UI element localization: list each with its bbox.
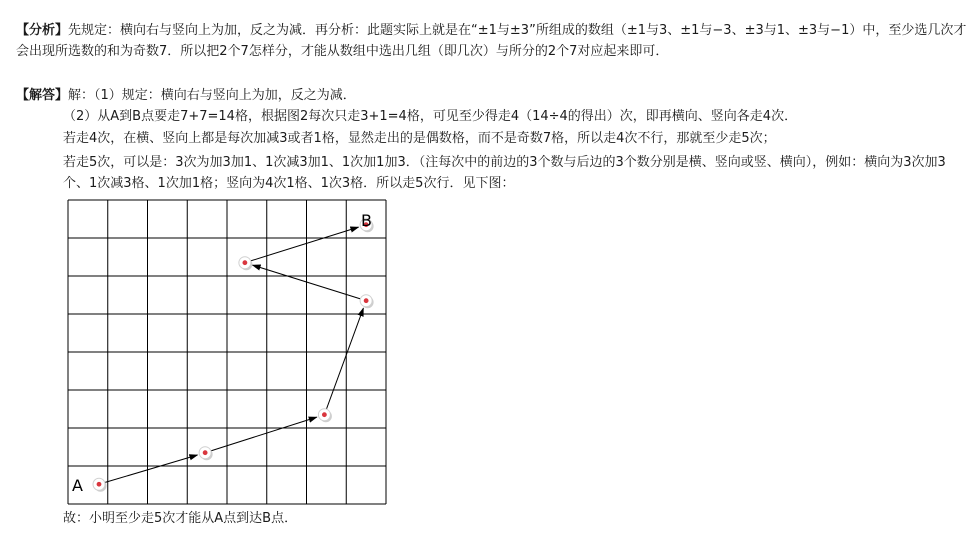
path-figure xyxy=(67,199,387,505)
solution-line-4: 若走5次，可以是：3次为加3加1、1次减3加1、1次加1加3．（注每次中的前边的3个数与后边的3个数分别是横、竖向或竖、横向），例如：横向为3次加3个、1次减3格、1次加1格；竖向为4次1格、1次3格．所以走5次行．见下图： xyxy=(63,155,946,191)
solution-line-3: 若走4次，在横、竖向上都是每次加减3或者1格，显然走出的是偶数格，而不是奇数7格，所以走4次不行，那就至少走5次； xyxy=(63,131,776,146)
path-points xyxy=(93,219,374,492)
analysis-section xyxy=(16,20,970,62)
label-b: B xyxy=(361,211,372,230)
grid-lines xyxy=(68,200,386,504)
path-arrows xyxy=(105,227,364,482)
path-point xyxy=(239,257,253,271)
analysis-text: 先规定：横向右与竖向上为加，反之为减．再分析：此题实际上就是在“±1与±3”所组成的数组（±1与3、±1与−3、±3与1、±3与−1）中，至少选几次才会出现所选数的和为奇数7．所以把2个7怎样分，才能从数组中选出几组（即几次）与所分的2个7对应起来即可． xyxy=(16,23,967,59)
label-a: A xyxy=(72,476,83,495)
conclusion: 故：小明至少走5次才能从A点到达B点． xyxy=(63,511,298,526)
path-arrow xyxy=(326,308,363,409)
path-point xyxy=(360,295,374,309)
analysis-tag: 【分析】 xyxy=(16,23,69,38)
solution-heading xyxy=(16,85,970,106)
solution-tag: 【解答】 xyxy=(16,88,69,103)
path-arrow xyxy=(105,455,198,483)
solution-line-2: （2）从A到B点要走7+7=14格，根据图2每次只走3+1=4格，可见至少得走4（14÷4的得出）次，即再横向、竖向各走4次． xyxy=(63,109,798,124)
path-point xyxy=(318,409,332,423)
solution-line-1: 解：（1）规定：横向右与竖向上为加，反之为减． xyxy=(68,88,356,103)
path-point xyxy=(199,447,213,461)
grid-diagram xyxy=(67,199,387,505)
path-point xyxy=(93,478,107,492)
